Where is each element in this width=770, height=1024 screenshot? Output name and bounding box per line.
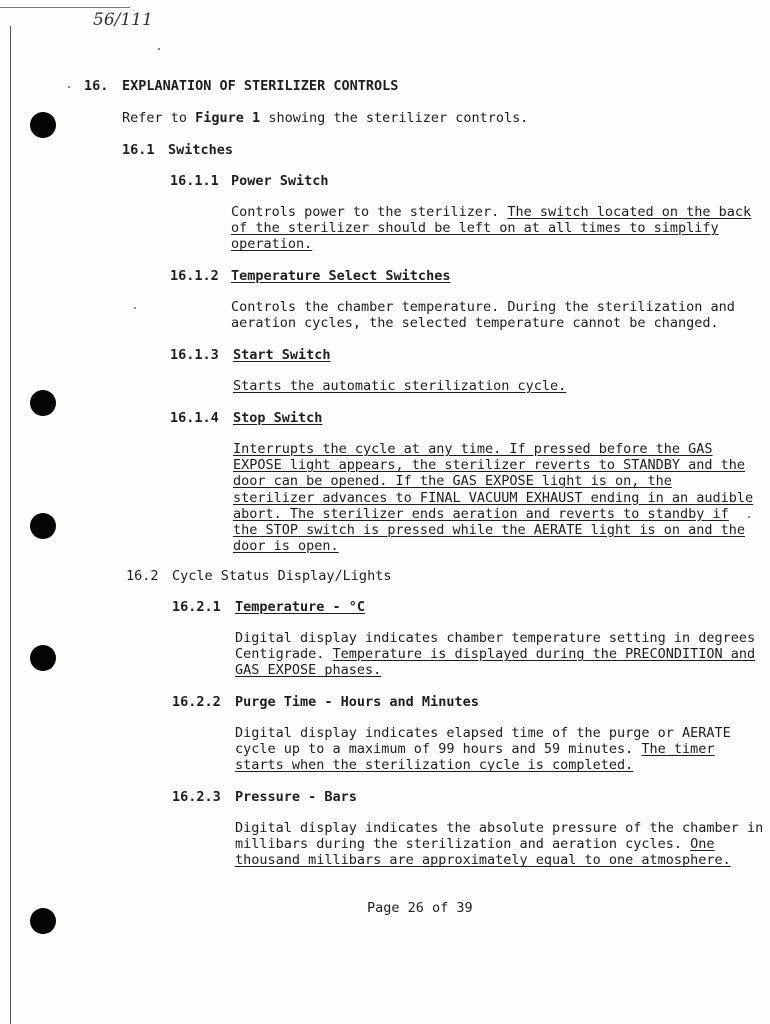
subsection-16-1-1-title: Power Switch (231, 173, 329, 189)
section-16-2-number: 16.2 (126, 568, 159, 584)
subsection-16-2-3-title: Pressure - Bars (235, 789, 357, 805)
section-16-1-title: Switches (168, 142, 234, 158)
subsection-16-1-1-number: 16.1.1 (170, 173, 219, 189)
punch-hole-4 (30, 645, 56, 671)
punch-hole-5 (30, 908, 56, 934)
subsection-16-2-2-body: Digital display indicates elapsed time of the purge or AERATE cycle up to a maximum of 99 hours and 59 minutes. The timer starts when the sterilization cycle is completed. (235, 725, 731, 774)
binding-margin-line (10, 26, 11, 1024)
punch-hole-1 (30, 112, 56, 138)
subsection-16-2-1-number: 16.2.1 (172, 599, 221, 615)
subsection-16-1-2-number: 16.1.2 (170, 268, 219, 284)
section-16-2-title: Cycle Status Display/Lights (172, 568, 392, 584)
subsection-16-1-4-number: 16.1.4 (170, 410, 219, 426)
subsection-16-1-3-number: 16.1.3 (170, 347, 219, 363)
intro-paragraph: Refer to Figure 1 showing the sterilizer controls. (122, 110, 529, 126)
subsection-16-2-3-body: Digital display indicates the absolute pressure of the chamber in millibars during the sterilization and aeration cycles. One thousand millibars are approximately equal to one atmosphere. (235, 820, 764, 869)
page-footer: Page 26 of 39 (367, 900, 473, 916)
subsection-16-2-3-number: 16.2.3 (172, 789, 221, 805)
subsection-16-1-2-body: Controls the chamber temperature. During the sterilization and aeration cycles, the selected temperature cannot be changed. (231, 299, 735, 332)
section-16-title: EXPLANATION OF STERILIZER CONTROLS (122, 78, 399, 94)
subsection-16-2-2-title: Purge Time - Hours and Minutes (235, 694, 479, 710)
punch-hole-2 (30, 390, 56, 416)
subsection-16-1-4-title: Stop Switch (233, 410, 323, 426)
subsection-16-2-1-body: Digital display indicates chamber temperature setting in degrees Centigrade. Temperature is displayed during the PRECONDITION and GAS EXPOSE phases. (235, 630, 756, 679)
subsection-16-1-2-title: Temperature Select Switches (231, 268, 451, 284)
subsection-16-2-2-number: 16.2.2 (172, 694, 221, 710)
punch-hole-3 (30, 513, 56, 539)
subsection-16-1-1-body: Controls power to the sterilizer. The switch located on the back of the sterilizer should be left on at all times to simplify operation. (231, 204, 752, 253)
scan-top-edge-line (0, 7, 130, 8)
handwritten-page-mark: 56/111 (93, 10, 153, 30)
section-16-1-number: 16.1 (122, 142, 155, 158)
subsection-16-2-1-title: Temperature - °C (235, 599, 366, 615)
subsection-16-1-4-body: Interrupts the cycle at any time. If pressed before the GAS EXPOSE light appears, the sterilizer reverts to STANDBY and the door can be opened. If the GAS EXPOSE light is on, the sterilizer advances to FINAL VACUUM EXHAUST ending in an audible abort. The sterilizer ends aeration and reverts to standby if the STOP switch is pressed while the AERATE light is on and the door is open. (233, 441, 754, 555)
section-16-number: 16. (84, 78, 109, 94)
scan-speck (134, 307, 136, 309)
subsection-16-1-3-body: Starts the automatic sterilization cycle. (233, 378, 567, 394)
scan-speck (68, 86, 70, 88)
scan-speck (158, 48, 160, 50)
subsection-16-1-3-title: Start Switch (233, 347, 331, 363)
